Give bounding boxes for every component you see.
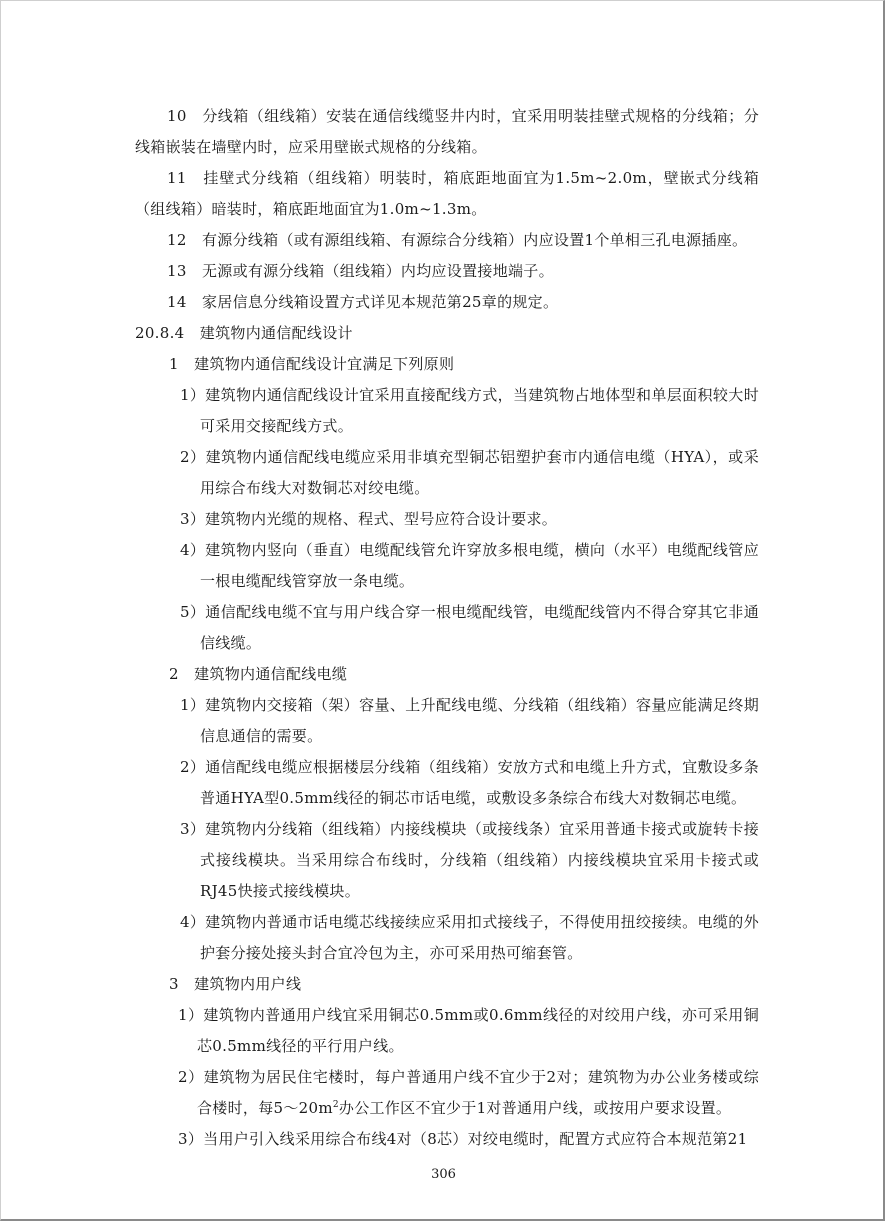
clause-14: 14 家居信息分线箱设置方式详见本规范第25章的规定。	[167, 293, 559, 311]
list-item: 3）建筑物内光缆的规格、程式、型号应符合设计要求。	[180, 510, 558, 528]
subsection-3-heading: 3 建筑物内用户线	[169, 975, 302, 993]
subsection-2-heading: 2 建筑物内通信配线电缆	[169, 665, 348, 683]
list-item: 5）通信配线电缆不宜与用户线合穿一根电缆配线管，电缆配线管内不得合穿其它非通信线缆。	[180, 603, 759, 652]
list-item: 1）建筑物内交接箱（架）容量、上升配线电缆、分线箱（组线箱）容量应能满足终期信息通信的需要。	[180, 696, 759, 745]
section-heading: 20.8.4 建筑物内通信配线设计	[135, 324, 353, 342]
list-item: 3）当用户引入线采用综合布线4对（8芯）对绞电缆时，配置方式应符合本规范第21	[178, 1130, 748, 1148]
clause-12: 12 有源分线箱（或有源组线箱、有源综合分线箱）内应设置1个单相三孔电源插座。	[167, 231, 748, 249]
clause-11: 11 挂壁式分线箱（组线箱）明装时，箱底距地面宜为1.5m~2.0m，壁嵌式分线箱（组线箱）暗装时，箱底距地面宜为1.0m~1.3m。	[135, 169, 759, 218]
list-item: 1）建筑物内普通用户线宜采用铜芯0.5mm或0.6mm线径的对绞用户线，亦可采用铜芯0.5mm线径的平行用户线。	[178, 1006, 759, 1055]
list-item-text: 2）建筑物为居民住宅楼时，每户普通用户线不宜少于2对；建筑物为办公业务楼或综合楼时，每5～20m	[178, 1068, 759, 1117]
list-item: 2）建筑物内通信配线电缆应采用非填充型铜芯铝塑护套市内通信电缆（HYA），或采用综合布线大对数铜芯对绞电缆。	[180, 448, 759, 497]
list-item: 4）建筑物内竖向（垂直）电缆配线管允许穿放多根电缆，横向（水平）电缆配线管应一根电缆配线管穿放一条电缆。	[180, 541, 759, 590]
superscript: 2	[332, 1100, 339, 1110]
clause-10: 10 分线箱（组线箱）安装在通信线缆竖井内时，宜采用明装挂壁式规格的分线箱；分线箱嵌装在墙壁内时，应采用壁嵌式规格的分线箱。	[135, 107, 759, 156]
list-item: 1）建筑物内通信配线设计宜采用直接配线方式，当建筑物占地体型和单层面积较大时可采用交接配线方式。	[180, 386, 759, 435]
list-item: 4）建筑物内普通市话电缆芯线接续应采用扣式接线子，不得使用扭绞接续。电缆的外护套分接处接头封合宜冷包为主，亦可采用热可缩套管。	[180, 913, 759, 962]
clause-13: 13 无源或有源分线箱（组线箱）内均应设置接地端子。	[167, 262, 554, 280]
document-body	[135, 101, 759, 1155]
subsection-1-heading: 1 建筑物内通信配线设计宜满足下列原则	[169, 355, 455, 373]
list-item-text: 办公工作区不宜少于1对普通用户线，或按用户要求设置。	[338, 1099, 732, 1117]
list-item: 2）通信配线电缆应根据楼层分线箱（组线箱）安放方式和电缆上升方式，宜敷设多条普通HYA型0.5mm线径的铜芯市话电缆，或敷设多条综合布线大对数铜芯电缆。	[180, 758, 759, 807]
page-number: 306	[431, 1167, 456, 1182]
list-item: 3）建筑物内分线箱（组线箱）内接线模块（或接线条）宜采用普通卡接式或旋转卡接式接线模块。当采用综合布线时，分线箱（组线箱）内接线模块宜采用卡接式或RJ45快接式接线模块。	[180, 820, 759, 900]
list-item	[135, 1062, 759, 1124]
